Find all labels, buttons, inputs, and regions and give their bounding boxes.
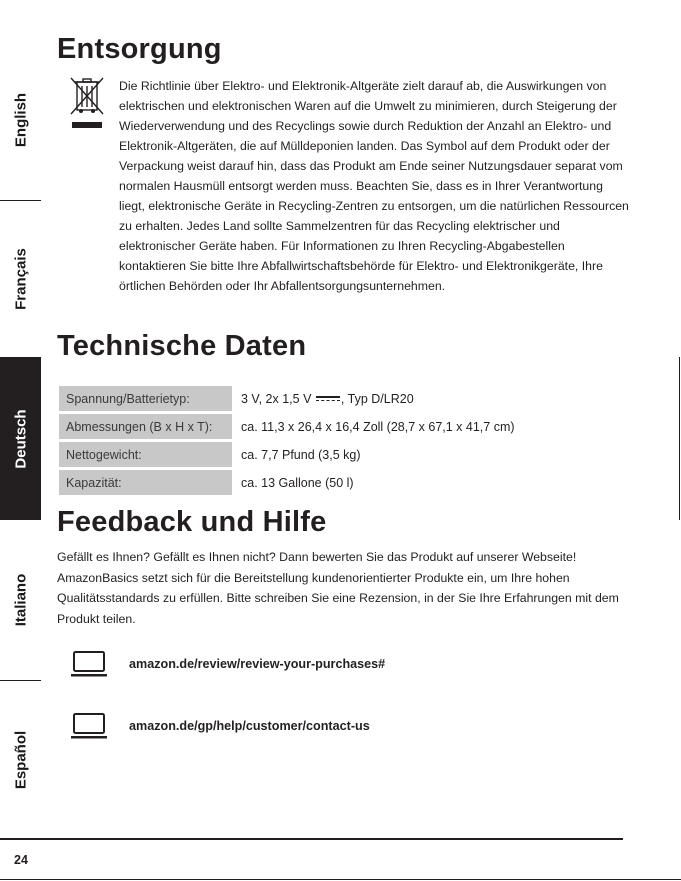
feedback-paragraph: Gefällt es Ihnen? Gefällt es Ihnen nicht? Dann bewerten Sie das Produkt auf unserer Webseite! AmazonBasics setzt sich für die Bereitstellung kundenorientierter Produkte ein, um Ihre hohen Qualitätsstandards zu erfüllen. Bitte schreiben Sie eine Rezension, in der Sie Ihre Erfahrungen mit dem Produkt teilen. xyxy=(57,550,619,626)
review-link-row[interactable] xyxy=(70,650,385,678)
lang-tab-english[interactable] xyxy=(0,40,41,200)
tech-label: Spannung/Batterietyp: xyxy=(59,386,232,411)
lang-tab-english-label: English xyxy=(12,92,29,148)
lang-tab-francais[interactable] xyxy=(0,200,41,357)
battery-type-value: , Typ D/LR20 xyxy=(340,391,414,406)
footer-divider xyxy=(0,838,623,840)
table-row xyxy=(59,414,619,439)
page-bottom-border xyxy=(0,879,681,880)
lang-tab-espanol-label: Español xyxy=(12,730,29,790)
active-section-marker xyxy=(679,357,680,520)
feedback-heading: Feedback und Hilfe xyxy=(57,506,327,538)
laptop-icon xyxy=(70,712,108,740)
tech-value xyxy=(232,386,619,411)
lang-tab-italiano[interactable] xyxy=(0,520,41,680)
contact-link[interactable]: amazon.de/gp/help/customer/contact-us xyxy=(129,719,370,733)
lang-tab-deutsch-label: Deutsch xyxy=(12,408,29,469)
contact-link-row[interactable] xyxy=(70,712,370,740)
tech-value: ca. 13 Gallone (50 l) xyxy=(241,475,354,490)
tech-value: ca. 7,7 Pfund (3,5 kg) xyxy=(241,447,361,462)
table-row xyxy=(59,470,619,495)
review-link[interactable]: amazon.de/review/review-your-purchases# xyxy=(129,657,386,671)
lang-tab-deutsch[interactable] xyxy=(0,357,41,520)
tech-label: Abmessungen (B x H x T): xyxy=(59,414,232,439)
tech-data-table xyxy=(59,383,619,498)
tech-label: Nettogewicht: xyxy=(59,442,232,467)
tech-label: Kapazität: xyxy=(59,470,232,495)
disposal-heading: Entsorgung xyxy=(57,33,222,65)
dc-current-icon xyxy=(316,395,340,403)
lang-tab-francais-label: Français xyxy=(12,247,29,310)
tech-value: ca. 11,3 x 26,4 x 16,4 Zoll (28,7 x 67,1 x 41,7 cm) xyxy=(241,419,515,434)
weee-crossed-bin-icon xyxy=(68,76,106,130)
laptop-icon xyxy=(70,650,108,678)
tech-data-heading: Technische Daten xyxy=(57,330,307,362)
table-row xyxy=(59,386,619,411)
page-number: 24 xyxy=(14,853,28,867)
lang-tab-italiano-label: Italiano xyxy=(12,573,29,627)
table-row xyxy=(59,442,619,467)
disposal-paragraph: Die Richtlinie über Elektro- und Elektronik-Altgeräte zielt darauf ab, die Auswirkungen von elektrischen und elektronischen Waren auf die Umwelt zu minimieren, durch Steigerung der Wiederverwendung und des Recyclings sowie durch Reduktion der Anzahl an Elektro- und Elektronik-Altgeräten, die auf Mülldeponien landen. Das Symbol auf dem Produkt oder der Verpackung weist darauf hin, dass das Produkt am Ende seiner Nutzungsdauer separat vom normalen Hausmüll entsorgt werden muss. Beachten Sie, dass es in Ihrer Verantwortung liegt, elektronische Geräte in Recycling-Zentren zu entsorgen, um die natürlichen Ressourcen zu erhalten. Jedes Land sollte Sammelzentren für das Recycling elektrischer und elektronischer Geräte haben. Für Informationen zu Ihren Recycling-Abgabestellen kontaktieren Sie bitte Ihre Abfallwirtschaftsbehörde für Elektro- und Elektronikgeräte, Ihre örtlichen Behörden oder Ihr Abfallentsorgungsunternehmen. xyxy=(119,79,629,293)
voltage-value: 3 V, 2x 1,5 V xyxy=(241,391,312,406)
language-tabs xyxy=(0,0,41,840)
lang-tab-espanol[interactable] xyxy=(0,680,41,840)
